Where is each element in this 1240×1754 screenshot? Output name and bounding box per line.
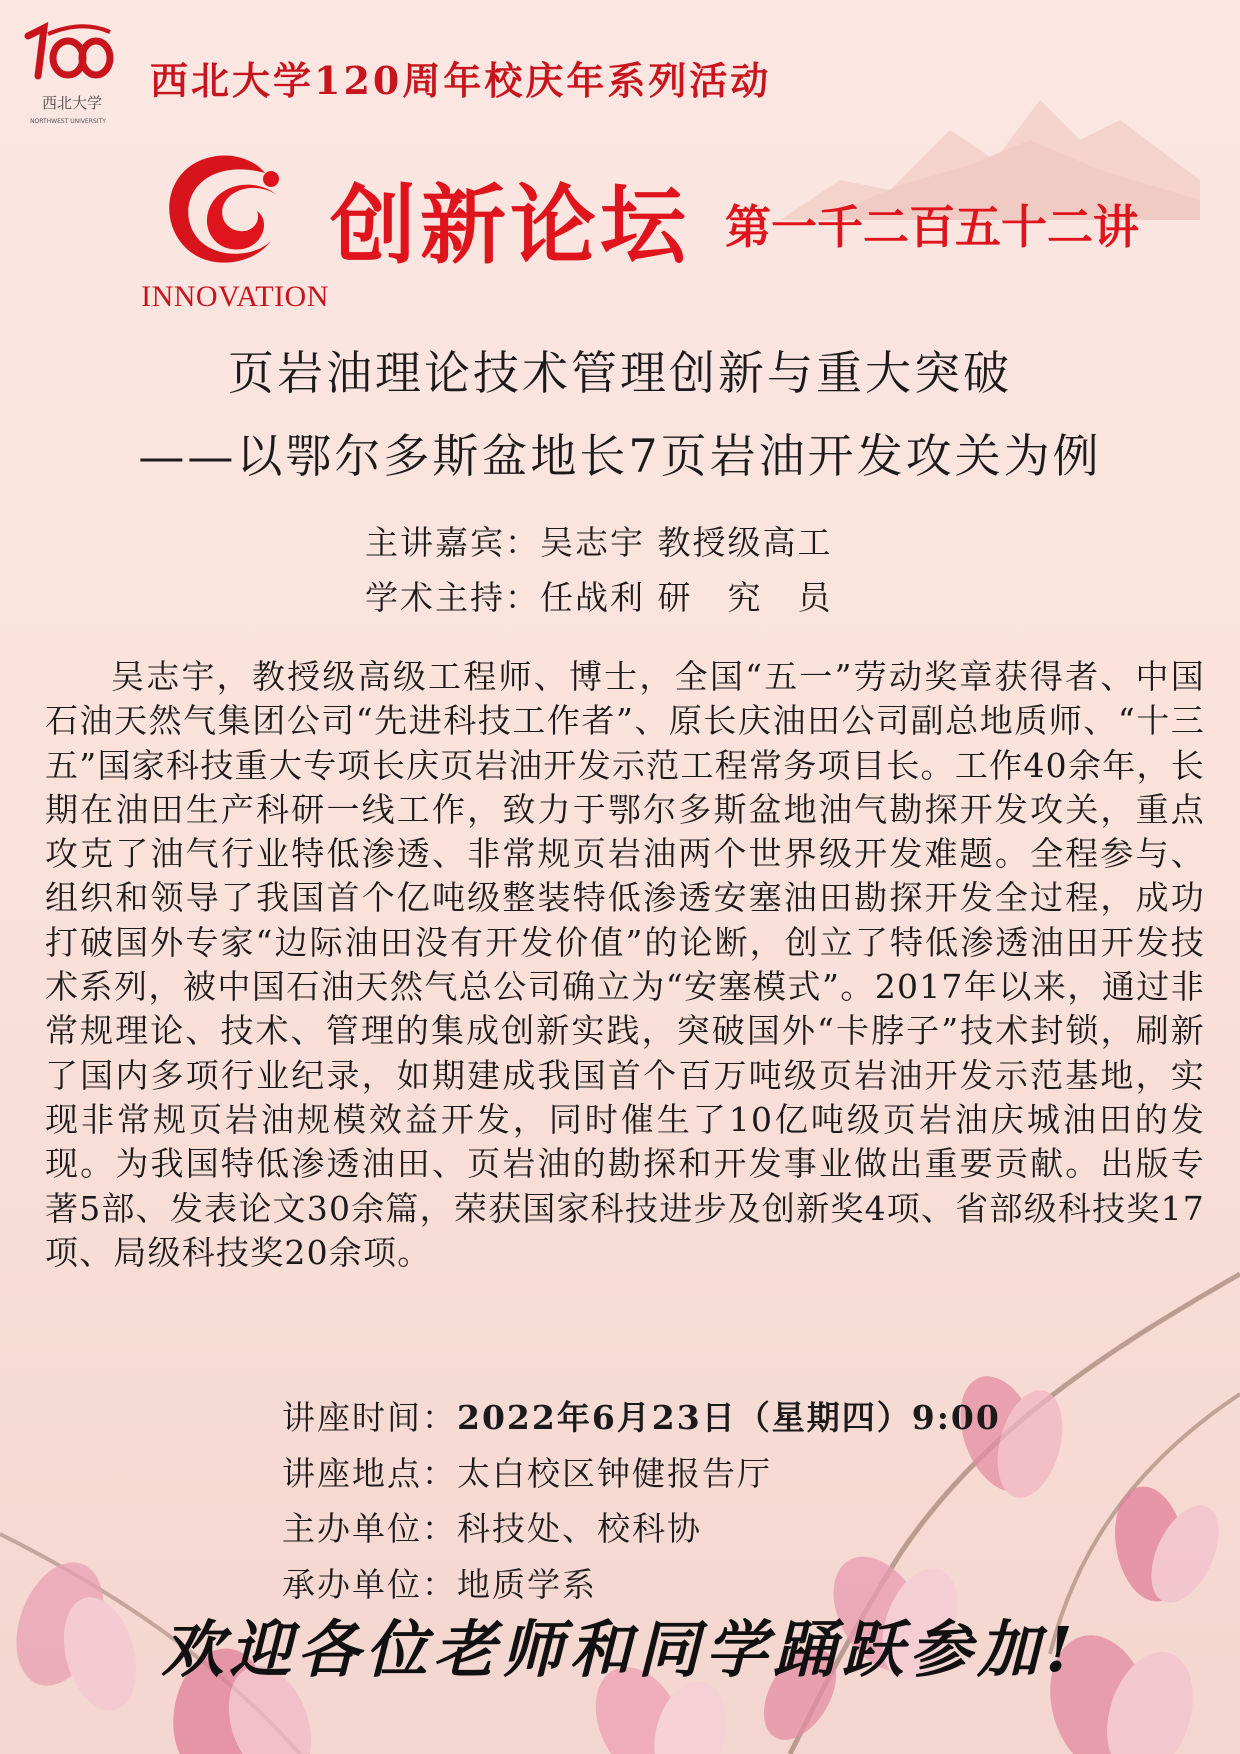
speaker-biography: 吴志宇，教授级高级工程师、博士，全国“五一”劳动奖章获得者、中国石油天然气集团公司“先进科技工作者”、原长庆油田公司副总地质师、“十三五”国家科技重大专项长庆页岩油开发示范工程常务项目长。工作40余年，长期在油田生产科研一线工作，致力于鄂尔多斯盆地油气勘探开发攻关，重点攻克了油气行业特低渗透、非常规页岩油两个世界级开发难题。全程参与、组织和领导了我国首个亿吨级整装特低渗透安塞油田勘探开发全过程，成功打破国外专家“边际油田没有开发价值”的论断，创立了特低渗透油田开发技术系列，被中国石油天然气总公司确立为“安塞模式”。2017年以来，通过非常规理论、技术、管理的集成创新实践，突破国外“卡脖子”技术封锁，刷新了国内多项行业纪录，如期建成我国首个百万吨级页岩油开发示范基地，实现非常规页岩油规模效益开发，同时催生了10亿吨级页岩油庆城油田的发现。为我国特低渗透油田、页岩油的勘探和开发事业做出重要贡献。出版专著5部、发表论文30余篇，荣获国家科技进步及创新奖4项、省部级科技奖17项、局级科技奖20余项。 — [45, 657, 1205, 1272]
forum-name: 创新论坛 — [330, 176, 690, 276]
series-title: 西北大学120周年校庆年系列活动 — [150, 58, 772, 103]
lecture-place-value: 太白校区钟健报告厅 — [457, 1454, 772, 1493]
anniversary-logo — [22, 22, 114, 134]
welcome-message: 欢迎各位老师和同学踊跃参加! — [161, 1613, 1079, 1686]
lecture-time — [282, 1392, 1001, 1439]
organizer — [282, 1503, 702, 1550]
host-line: 学术主持：任战利 研 究 员 — [365, 578, 833, 617]
lecture-place — [282, 1448, 772, 1495]
innovation-logo-text: INNOVATION — [141, 280, 329, 313]
undertaker — [282, 1559, 597, 1606]
lecture-time-label: 讲座时间： — [282, 1398, 457, 1437]
undertaker-value: 地质学系 — [457, 1565, 597, 1604]
lecture-subtitle: ——以鄂尔多斯盆地长7页岩油开发攻关为例 — [138, 429, 1102, 483]
lecture-number: 第一千二百五十二讲 — [725, 200, 1139, 254]
innovation-swirl-icon — [153, 145, 293, 275]
lecture-time-value: 2022年6月23日（星期四）9:00 — [457, 1398, 1001, 1437]
anniversary-school-name: 西北大学 — [41, 94, 102, 112]
organizer-value: 科技处、校科协 — [457, 1509, 702, 1548]
anniversary-school-en: NORTHWEST UNIVERSITY — [30, 118, 106, 125]
innovation-logo — [125, 145, 345, 315]
organizer-label: 主办单位： — [282, 1509, 457, 1548]
undertaker-label: 承办单位： — [282, 1565, 457, 1604]
anniversary-120-mark-icon — [22, 22, 114, 84]
lecture-place-label: 讲座地点： — [282, 1454, 457, 1493]
lecture-title: 页岩油理论技术管理创新与重大突破 — [228, 346, 1012, 400]
speaker-line: 主讲嘉宾：吴志宇 教授级高工 — [365, 523, 833, 562]
